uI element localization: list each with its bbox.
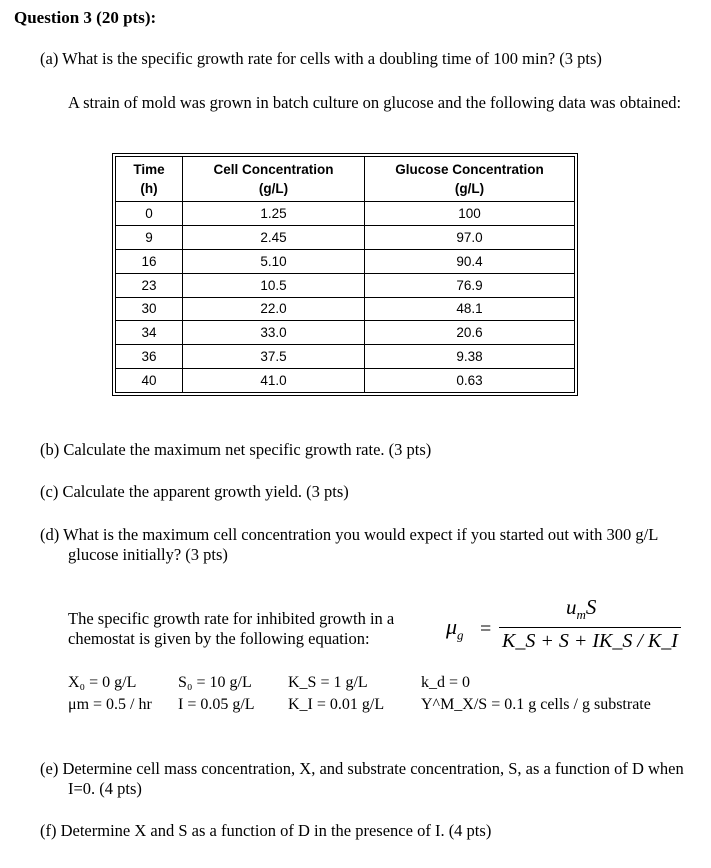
cell-glucose: 76.9 bbox=[365, 273, 575, 297]
inhibition-text: The specific growth rate for inhibited growth in a chemostat is given by the following equation: bbox=[68, 609, 395, 648]
cell-concentration: 22.0 bbox=[183, 297, 365, 321]
part-d: (d) What is the maximum cell concentration you would expect if you started out with 300 g/L glucose initially? (3 pts) bbox=[40, 525, 658, 564]
param-kd: k_d = 0 bbox=[421, 674, 471, 691]
cell-time: 9 bbox=[116, 225, 183, 249]
header-glucose-concentration: Glucose Concentration (g/L) bbox=[365, 157, 575, 202]
param-ki: K_I = 0.01 g/L bbox=[288, 696, 385, 713]
cell-time: 23 bbox=[116, 273, 183, 297]
cell-glucose: 100 bbox=[365, 202, 575, 226]
equation-denominator: K_S + S + IK_S / K_I bbox=[502, 630, 678, 652]
param-s0: S₀ = 10 g/L bbox=[178, 674, 252, 691]
cell-concentration: 37.5 bbox=[183, 345, 365, 369]
table-row bbox=[116, 369, 575, 393]
cell-concentration: 41.0 bbox=[183, 369, 365, 393]
cell-glucose: 9.38 bbox=[365, 345, 575, 369]
cell-glucose: 90.4 bbox=[365, 249, 575, 273]
cell-concentration: 1.25 bbox=[183, 202, 365, 226]
header-time: Time (h) bbox=[116, 157, 183, 202]
equation-numerator: $u_mS$ bbox=[566, 595, 597, 623]
param-mum: μm = 0.5 / hr bbox=[68, 696, 152, 713]
cell-concentration: 10.5 bbox=[183, 273, 365, 297]
cell-time: 16 bbox=[116, 249, 183, 273]
param-ks: K_S = 1 g/L bbox=[288, 674, 368, 691]
cell-glucose: 97.0 bbox=[365, 225, 575, 249]
cell-time: 36 bbox=[116, 345, 183, 369]
param-x0: X₀ = 0 g/L bbox=[68, 674, 137, 691]
table-row bbox=[116, 202, 575, 226]
growth-rate-equation bbox=[446, 597, 686, 667]
cell-concentration: 2.45 bbox=[183, 225, 365, 249]
part-c: (c) Calculate the apparent growth yield. (3 pts) bbox=[40, 482, 349, 501]
equation-lhs: $\mu_g$ bbox=[446, 614, 464, 643]
equation-equals: = bbox=[480, 618, 492, 640]
part-a: (a) What is the specific growth rate for cells with a doubling time of 100 min? (3 pts) bbox=[40, 49, 602, 68]
cell-glucose: 48.1 bbox=[365, 297, 575, 321]
part-f: (f) Determine X and S as a function of D in the presence of I. (4 pts) bbox=[40, 821, 492, 840]
cell-concentration: 5.10 bbox=[183, 249, 365, 273]
table-row bbox=[116, 345, 575, 369]
intro-text: A strain of mold was grown in batch culture on glucose and the following data was obtained: bbox=[68, 93, 682, 112]
cell-time: 30 bbox=[116, 297, 183, 321]
cell-glucose: 0.63 bbox=[365, 369, 575, 393]
table-row bbox=[116, 225, 575, 249]
param-yield: Y^M_X/S = 0.1 g cells / g substrate bbox=[421, 696, 651, 713]
table-row bbox=[116, 273, 575, 297]
cell-time: 34 bbox=[116, 321, 183, 345]
cell-time: 40 bbox=[116, 369, 183, 393]
fraction-bar bbox=[499, 627, 681, 628]
param-i: I = 0.05 g/L bbox=[178, 696, 255, 713]
part-e: (e) Determine cell mass concentration, X, and substrate concentration, S, as a function of D when I=0. (4 pts) bbox=[40, 759, 684, 798]
data-table bbox=[112, 153, 578, 396]
table-row bbox=[116, 297, 575, 321]
cell-time: 0 bbox=[116, 202, 183, 226]
table-row bbox=[116, 249, 575, 273]
table-row bbox=[116, 321, 575, 345]
question-title: Question 3 (20 pts): bbox=[14, 8, 157, 27]
part-b: (b) Calculate the maximum net specific growth rate. (3 pts) bbox=[40, 440, 432, 459]
header-cell-concentration: Cell Concentration (g/L) bbox=[183, 157, 365, 202]
cell-glucose: 20.6 bbox=[365, 321, 575, 345]
table-header-row bbox=[116, 157, 575, 202]
cell-concentration: 33.0 bbox=[183, 321, 365, 345]
